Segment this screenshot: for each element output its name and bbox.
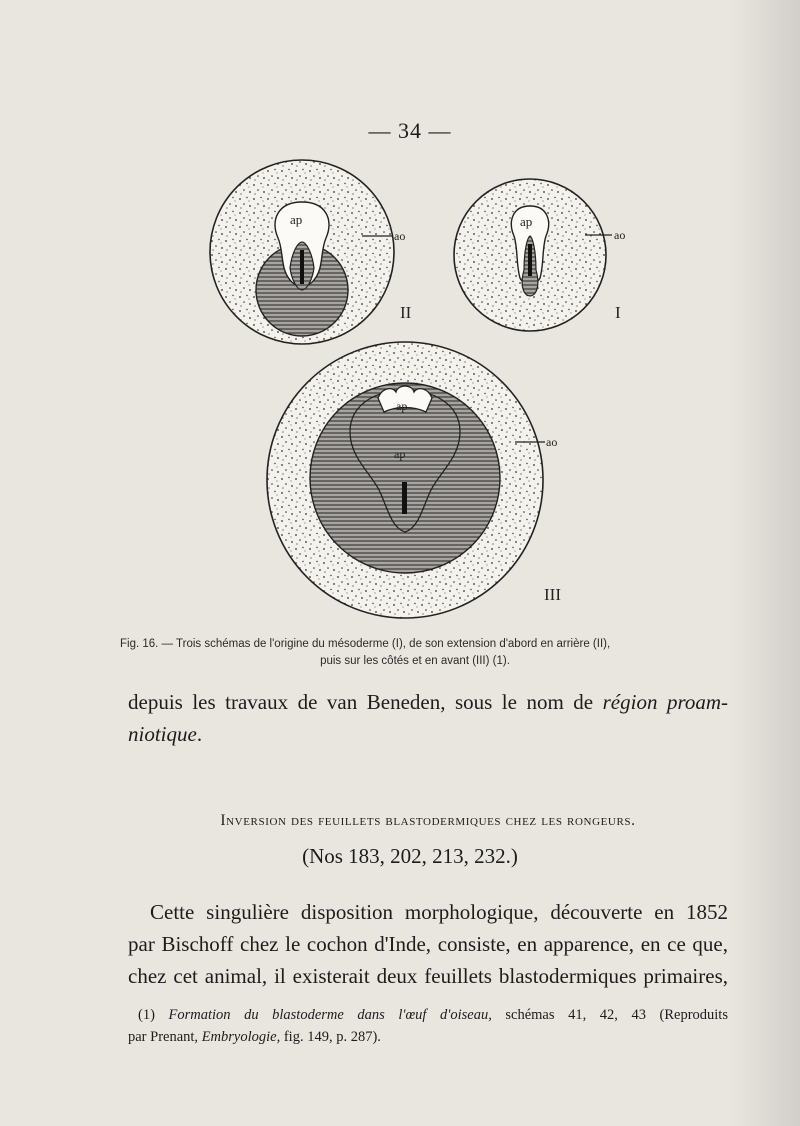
paragraph-2-line-1: Cette singulière disposition morphologique, découverte en 1852 — [150, 900, 728, 924]
paragraph-2-line-2: par Bischoff chez le cochon d'Inde, consiste, en apparence, en ce que, — [128, 932, 728, 956]
reference-numbers: (Nos 183, 202, 213, 232.) — [302, 844, 518, 868]
paragraph-2-line-3: chez cet animal, il existerait deux feuillets blastodermiques primaires, — [128, 964, 728, 988]
label-roman-ii: II — [400, 303, 412, 322]
paragraph-1-text: depuis les travaux de van Beneden, sous le nom de — [128, 690, 603, 714]
caption-line-1: Fig. 16. — Trois schémas de l'origine du mésoderme (I), de son extension d'abord en arrière (II), — [120, 638, 611, 650]
schema-ii — [210, 160, 394, 344]
label-ao-iii: ao — [546, 435, 558, 449]
footnote-author: par Prenant, — [128, 1029, 202, 1045]
label-roman-iii: III — [544, 585, 561, 604]
label-roman-i: I — [615, 303, 621, 322]
paragraph-1 — [128, 686, 728, 750]
label-ap-iii-top: ap — [396, 399, 408, 413]
label-ao-i: ao — [614, 228, 626, 242]
paragraph-2 — [128, 896, 728, 992]
page-number: — 34 — — [368, 118, 452, 143]
embryo-figure — [0, 140, 800, 630]
label-ap-ii: ap — [290, 212, 303, 227]
footnote-book: Embryologie, — [201, 1029, 281, 1045]
footnote-marker: (1) — [138, 1007, 169, 1023]
label-ap-iii-center: ap — [394, 447, 406, 461]
footnote — [128, 1004, 728, 1048]
schema-i — [454, 179, 612, 331]
caption-line-2: puis sur les côtés et en avant (III) (1). — [320, 655, 510, 667]
paragraph-1-italic-cont: niotique — [128, 722, 197, 746]
schema-iii — [267, 342, 545, 618]
label-ap-i: ap — [520, 214, 533, 229]
paragraph-1-italic: région proam- — [602, 690, 729, 714]
label-ao-ii: ao — [394, 229, 406, 243]
footnote-text: schémas 41, 42, 43 (Reproduits — [491, 1007, 728, 1023]
footnote-pages: fig. 149, p. 287). — [280, 1029, 381, 1045]
footnote-title: Formation du blastoderme dans l'œuf d'oiseau, — [168, 1007, 492, 1023]
section-heading: Inversion des feuillets blastodermiques chez les rongeurs. — [220, 812, 636, 829]
paragraph-1-period: . — [196, 722, 203, 746]
figure-caption — [120, 636, 730, 670]
